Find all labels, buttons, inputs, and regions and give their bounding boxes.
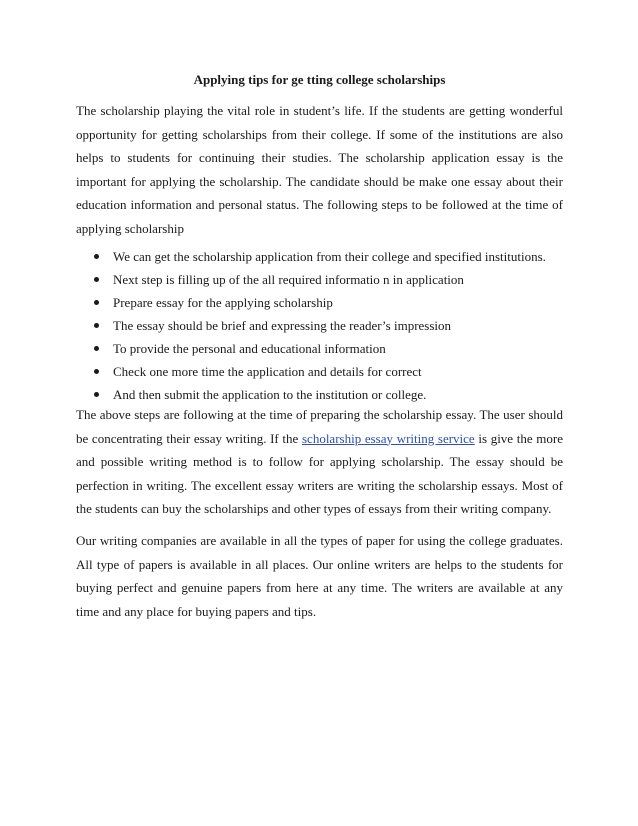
bullet-dot-icon [94,346,99,351]
list-item [76,268,563,291]
list-item-text: And then submit the application to the institution or college. [113,387,427,402]
list-item-text: The essay should be brief and expressing the reader’s impression [113,318,452,333]
paragraph-writing-companies: Our writing companies are available in all the types of paper for using the college graduates. All type of papers is available in all places. Our online writers are helps to the students for buying perfect and genuine papers from here at any time. The writers are available at any time and any place for buying papers and tips. [76,533,563,619]
list-item-text: Prepare essay for the applying scholarship [113,295,333,310]
list-item [76,314,563,337]
bullet-dot-icon [94,323,99,328]
bullet-dot-icon [94,392,99,397]
list-item [76,291,563,314]
list-item [76,245,563,268]
list-item-text: To provide the personal and educational information [113,341,386,356]
list-item-text: Next step is filling up of the all required informatio n in application [113,272,464,287]
paragraph-text: The above steps are following at the time of preparing the scholarship essay. The user should be concentrating their essay writing. If the [76,407,563,446]
list-item [76,360,563,383]
bullet-dot-icon [94,254,99,259]
list-item-text: Check one more time the application and details for correct [113,364,422,379]
list-item [76,337,563,360]
paragraph-steps-summary [76,403,563,521]
bullet-dot-icon [94,369,99,374]
bullet-dot-icon [94,300,99,305]
steps-list [76,245,563,406]
bullet-dot-icon [94,277,99,282]
paragraph-text: is give the more and possible writing method is to follow for applying scholarship. The essay should be perfection in writing. The excellent essay writers are writing the scholarship essays. Most of the students can buy the scholarships and other types of essays from their writing company. [76,430,563,516]
paragraph-intro: The scholarship playing the vital role in student’s life. If the students are getting wonderful opportunity for getting scholarships from their college. If some of the institutions are also helps to students for continuing their studies. The scholarship application essay is the important for applying the scholarship. The candidate should be make one essay about their education information and personal status. The following steps to be followed at the time of applying scholarship [76,103,563,236]
list-item-text: We can get the scholarship application from their college and specified institutions. [113,249,546,264]
document-title: Applying tips for ge tting college scholarships [193,72,446,87]
scholarship-essay-writing-service-link[interactable]: scholarship essay writing service [301,430,475,446]
